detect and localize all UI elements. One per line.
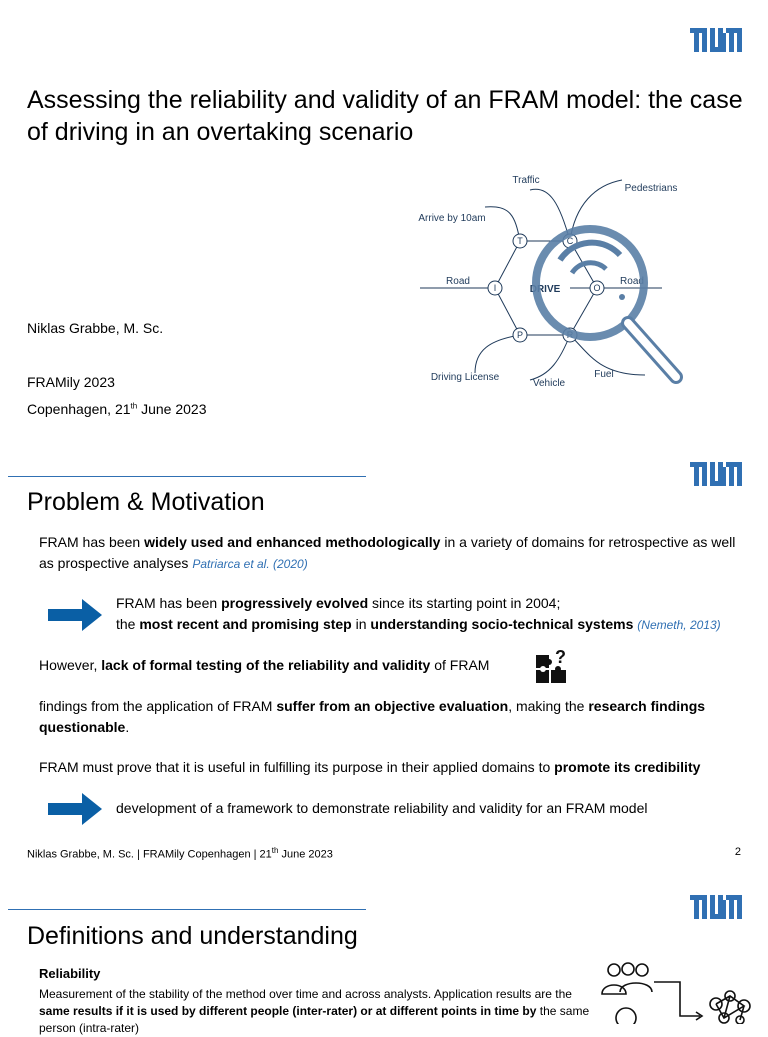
slide2-divider [8, 476, 366, 477]
slide3-title: Definitions and understanding [27, 922, 358, 950]
magnifier-icon [536, 229, 676, 377]
paragraph-usage: FRAM has been widely used and enhanced methodologically in a variety of domains for retrospective as well as prospective analyses Patriarca et al. (2020) [39, 534, 736, 571]
people-network-icon [598, 960, 758, 1024]
aspect-r: R [566, 330, 574, 340]
label-fuel: Fuel [594, 369, 614, 380]
paragraph-credibility: FRAM must prove that it is useful in fulfilling its purpose in their applied domains to promote its credibility [39, 759, 701, 775]
location-date: Copenhagen, 21th June 2023 [27, 401, 207, 417]
slide3-divider [8, 909, 366, 910]
paragraph-findings: findings from the application of FRAM suffer from an objective evaluation, making the research findings questionable. [39, 698, 706, 735]
label-traffic: Traffic [512, 175, 540, 186]
label-vehicle: Vehicle [532, 378, 566, 389]
paragraph-evolution: FRAM has been progressively evolved since its starting point in 2004; [116, 595, 561, 611]
author-name: Niklas Grabbe, M. Sc. [27, 320, 164, 336]
label-license: Driving License [430, 372, 500, 383]
reliability-heading: Reliability [39, 966, 101, 981]
label-road-in: Road [446, 276, 470, 287]
aspect-t: T [517, 236, 523, 246]
tum-logo-icon [690, 28, 742, 52]
aspect-c: C [566, 236, 574, 246]
function-label: DRIVE [529, 284, 561, 295]
event-name: FRAMily 2023 [27, 374, 115, 390]
label-road-out: Road [620, 276, 644, 287]
aspect-i: I [493, 283, 497, 293]
paragraph-framework: development of a framework to demonstrate reliability and validity for an FRAM model [116, 800, 648, 816]
puzzle-question-icon [534, 647, 568, 685]
paragraph-recent-step: the most recent and promising step in understanding socio-technical systems (Nemeth, 2013) [116, 616, 721, 632]
slide-footer: Niklas Grabbe, M. Sc. | FRAMily Copenhagen | 21th June 2023 [27, 846, 333, 861]
arrow-icon [48, 793, 102, 830]
arrow-icon [48, 599, 102, 636]
presentation-title: Assessing the reliability and validity of an FRAM model: the case of driving in an overtaking scenario [27, 86, 743, 146]
aspect-p: P [516, 330, 524, 340]
label-arrive: Arrive by 10am [418, 213, 486, 224]
reliability-definition: Measurement of the stability of the method over time and across analysts. Application results are the same results if it is used by different people (inter-rater) or at different points in time by the same person (intra-rater) [39, 987, 590, 1035]
slide2-title: Problem & Motivation [27, 488, 265, 516]
paragraph-lack-testing: However, lack of formal testing of the reliability and validity of FRAM [39, 657, 490, 673]
tum-logo-icon [690, 462, 742, 486]
page-number: 2 [734, 846, 741, 858]
label-pedestrians: Pedestrians [624, 183, 678, 194]
tum-logo-icon [690, 895, 742, 919]
fram-diagram [400, 165, 700, 395]
slide-title [0, 0, 768, 462]
aspect-o: O [593, 283, 601, 293]
svg-text:?: ? [555, 647, 566, 667]
